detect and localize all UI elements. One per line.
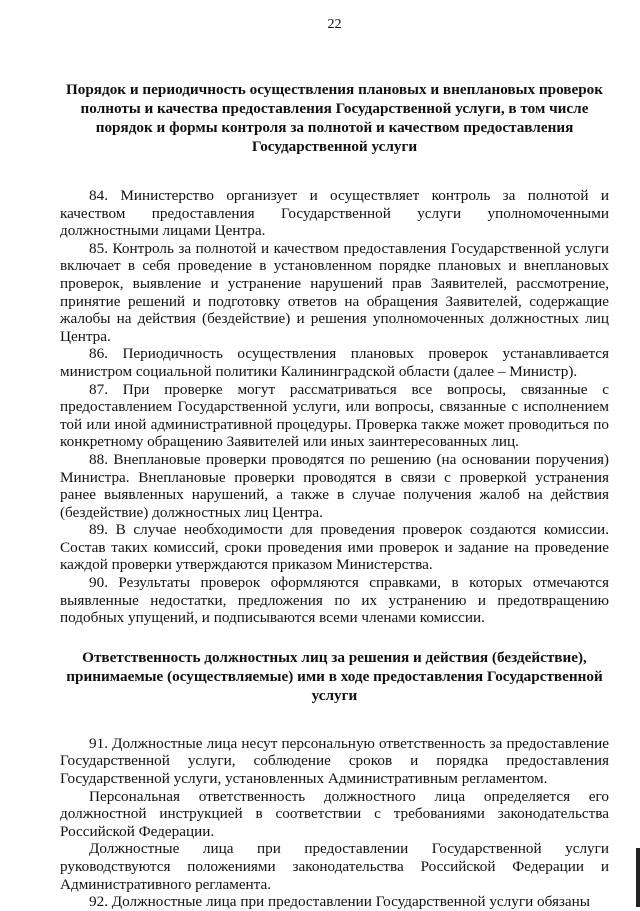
paragraph-88: 88. Внеплановые проверки проводятся по решению (на основании поручения) Министра. Внеплановые проверки проводятся в связи с проверкой устранения ранее выявленных нарушений, а также в случае получения жалоб на действия (бездействие) должностных лиц Центра. <box>60 450 609 521</box>
section-body-responsibility <box>60 735 609 911</box>
paragraph-85: 85. Контроль за полнотой и качеством предоставления Государственной услуги включает в себя проведение в установленном порядке плановых и внеплановых проверок, выявление и устранение нарушений прав Заявителей, рассмотрение, принятие решений и подготовку ответов на обращения Заявителей, содержащие жалобы на действия (бездействие) и решения уполномоченных должностных лиц Центра. <box>60 239 609 345</box>
paragraph-87: 87. При проверке могут рассматриваться все вопросы, связанные с предоставлением Государственной услуги, или вопросы, связанные с исполнением той или иной административной процедуры. Проверка также может проводиться по конкретному обращению Заявителей или иных заинтересованных лиц. <box>60 380 609 451</box>
paragraph-personal-responsibility: Персональная ответственность должностного лица определяется его должностной инструкцией в соответствии с требованиями законодательства Российской Федерации. <box>60 787 609 840</box>
paragraph-90: 90. Результаты проверок оформляются справками, в которых отмечаются выявленные недостатки, предложения по их устранению и предотвращению подобных упущений, и подписываются всеми членами комиссии. <box>60 574 609 627</box>
paragraph-guidance: Должностные лица при предоставлении Государственной услуги руководствуются положениями законодательства Российской Федерации и Административного регламента. <box>60 840 609 893</box>
document-page <box>60 16 609 911</box>
section-body-control <box>60 187 609 627</box>
paragraph-86: 86. Периодичность осуществления плановых проверок устанавливается министром социальной политики Калининградской области (далее – Министр). <box>60 345 609 380</box>
scan-edge-mark <box>636 848 640 907</box>
page-number: 22 <box>327 17 342 32</box>
section-heading-responsibility: Ответственность должностных лиц за решения и действия (бездействие), принимаемые (осуществляемые) ими в ходе предоставления Государственной услуги <box>66 648 603 704</box>
paragraph-91: 91. Должностные лица несут персональную ответственность за предоставление Государственной услуги, соблюдение сроков и порядка предоставления Государственной услуги, установленных Административным регламентом. <box>60 734 609 788</box>
paragraph-89: 89. В случае необходимости для проведения проверок создаются комиссии. Состав таких комиссий, сроки проведения ими проверок и задание на проведение каждой проверки утверждаются приказом Министерства. <box>60 521 609 574</box>
paragraph-92: 92. Должностные лица при предоставлении Государственной услуги обязаны <box>89 893 591 911</box>
section-heading-control: Порядок и периодичность осуществления плановых и внеплановых проверок полноты и качества предоставления Государственной услуги, в том числе порядок и формы контроля за полнотой и качеством предоставления Государственной услуги <box>65 81 604 155</box>
paragraph-84: 84. Министерство организует и осуществляет контроль за полнотой и качеством предоставления Государственной услуги уполномоченными должностными лицами Центра. <box>60 187 609 240</box>
